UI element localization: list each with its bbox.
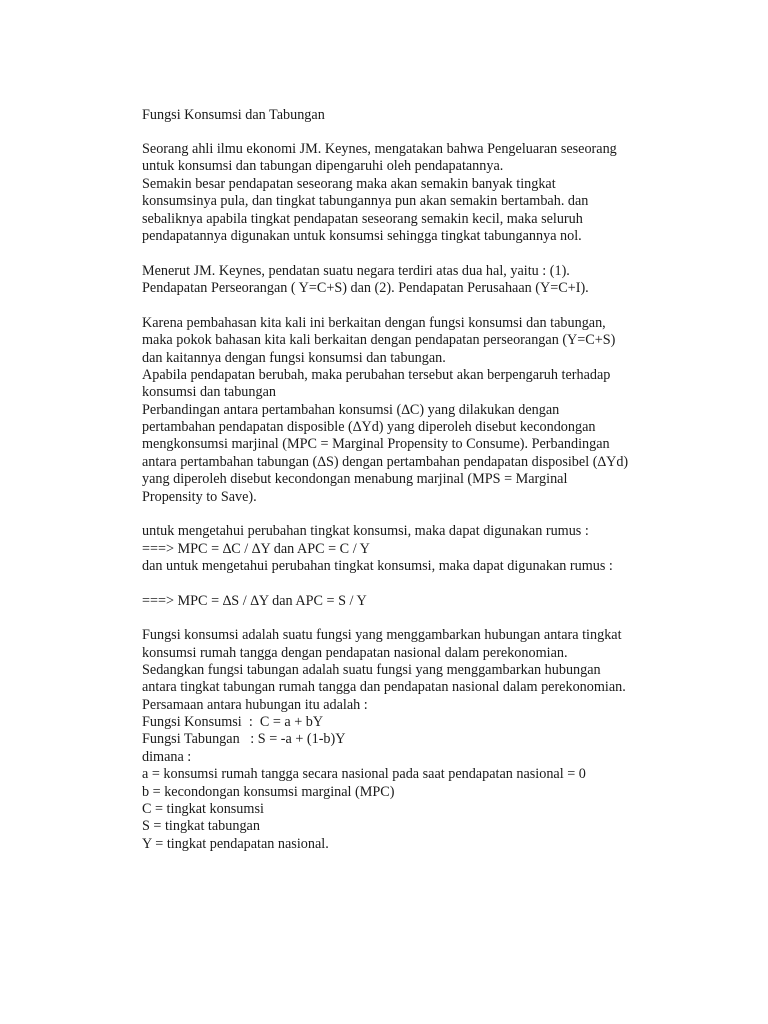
paragraph-line: maka pokok bahasan kita kali berkaitan dengan pendapatan perseorangan (Y=C+S)	[142, 332, 616, 348]
definition-line: a = konsumsi rumah tangga secara nasional pada saat pendapatan nasional = 0	[142, 766, 586, 782]
definition-line: b = kecondongan konsumsi marginal (MPC)	[142, 784, 395, 800]
paragraph-line: Perbandingan antara pertambahan konsumsi (∆C) yang dilakukan dengan	[142, 402, 560, 418]
paragraph-line: Fungsi konsumsi adalah suatu fungsi yang menggambarkan hubungan antara tingkat	[142, 627, 622, 643]
formula-line: ===> MPC = ∆S / ∆Y dan APC = S / Y	[142, 593, 367, 609]
paragraph-line: Karena pembahasan kita kali ini berkaitan dengan fungsi konsumsi dan tabungan,	[142, 315, 606, 331]
definition-line: Y = tingkat pendapatan nasional.	[142, 836, 329, 852]
paragraph-line: untuk konsumsi dan tabungan dipengaruhi oleh pendapatannya.	[142, 158, 504, 174]
formula-line: Fungsi Konsumsi : C = a + bY	[142, 714, 324, 730]
definition-line: S = tingkat tabungan	[142, 818, 260, 834]
paragraph-line: yang diperoleh disebut kecondongan menabung marjinal (MPS = Marginal	[142, 471, 568, 487]
document-title: Fungsi Konsumsi dan Tabungan	[142, 107, 325, 123]
paragraph-line: Sedangkan fungsi tabungan adalah suatu fungsi yang menggambarkan hubungan	[142, 662, 601, 678]
paragraph-line: antara tingkat tabungan rumah tangga dan pendapatan nasional dalam perekonomian.	[142, 679, 626, 695]
paragraph-line: dimana :	[142, 749, 192, 765]
paragraph-line: Propensity to Save).	[142, 489, 257, 505]
paragraph-line: sebaliknya apabila tingkat pendapatan seseorang semakin kecil, maka seluruh	[142, 211, 583, 227]
paragraph-line: Persamaan antara hubungan itu adalah :	[142, 697, 368, 713]
paragraph-line: antara pertambahan tabungan (∆S) dengan pertambahan pendapatan disposibel (∆Yd)	[142, 454, 629, 470]
paragraph-line: pertambahan pendapatan disposible (∆Yd) yang diperoleh disebut kecondongan	[142, 419, 596, 435]
paragraph-line: dan untuk mengetahui perubahan tingkat konsumsi, maka dapat digunakan rumus :	[142, 558, 613, 574]
paragraph-line: konsumsi rumah tangga dengan pendapatan nasional dalam perekonomian.	[142, 645, 568, 661]
paragraph-line: Pendapatan Perseorangan ( Y=C+S) dan (2). Pendapatan Perusahaan (Y=C+I).	[142, 280, 589, 296]
paragraph-line: konsumsi dan tabungan	[142, 384, 276, 400]
paragraph-line: Menerut JM. Keynes, pendatan suatu negara terdiri atas dua hal, yaitu : (1).	[142, 263, 570, 279]
definition-line: C = tingkat konsumsi	[142, 801, 264, 817]
paragraph-line: dan kaitannya dengan fungsi konsumsi dan tabungan.	[142, 350, 446, 366]
paragraph-line: Seorang ahli ilmu ekonomi JM. Keynes, mengatakan bahwa Pengeluaran seseorang	[142, 141, 617, 157]
paragraph-line: untuk mengetahui perubahan tingkat konsumsi, maka dapat digunakan rumus :	[142, 523, 589, 539]
paragraph-line: konsumsinya pula, dan tingkat tabungannya pun akan semakin bertambah. dan	[142, 193, 589, 209]
paragraph-line: pendapatannya digunakan untuk konsumsi sehingga tingkat tabungannya nol.	[142, 228, 582, 244]
formula-line: Fungsi Tabungan : S = -a + (1-b)Y	[142, 731, 346, 747]
paragraph-line: Semakin besar pendapatan seseorang maka akan semakin banyak tingkat	[142, 176, 556, 192]
formula-line: ===> MPC = ∆C / ∆Y dan APC = C / Y	[142, 541, 370, 557]
paragraph-line: mengkonsumsi marjinal (MPC = Marginal Propensity to Consume). Perbandingan	[142, 436, 610, 452]
paragraph-line: Apabila pendapatan berubah, maka perubahan tersebut akan berpengaruh terhadap	[142, 367, 611, 383]
